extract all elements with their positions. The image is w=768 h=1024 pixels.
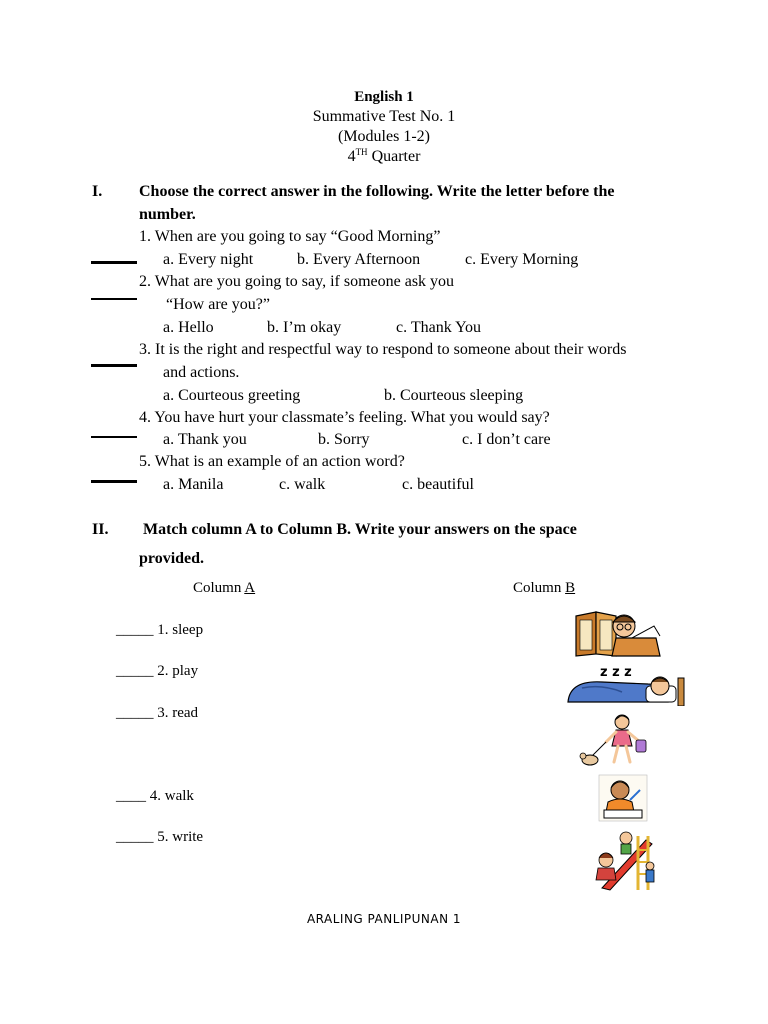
answer-blank-2[interactable] <box>91 298 137 300</box>
answer-blank-1[interactable] <box>91 261 137 264</box>
playing-slide-icon <box>592 830 656 892</box>
answer-blank-4[interactable] <box>91 436 137 438</box>
sleeping-icon <box>562 662 688 706</box>
q3-option-a: a. Courteous greeting <box>163 387 301 404</box>
q3-option-b: b. Courteous sleeping <box>384 387 524 404</box>
question-4: 4. You have hurt your classmate’s feeling. What you would say? <box>139 409 550 426</box>
q5-option-b: c. walk <box>279 476 326 493</box>
svg-text:z z z: z z z <box>600 665 632 680</box>
column-a-heading: Column A <box>193 580 256 596</box>
walking-icon <box>578 712 656 770</box>
part2-instruction-cont: provided. <box>139 550 205 567</box>
q2-option-a: a. Hello <box>163 319 214 336</box>
match-item-5[interactable]: _____ 5. write <box>116 829 204 845</box>
q5-option-a: a. Manila <box>163 476 224 493</box>
question-3: 3. It is the right and respectful way to respond to someone about their words <box>139 341 627 358</box>
quarter-label: 4TH Quarter <box>347 147 421 165</box>
q1-option-b: b. Every Afternoon <box>297 251 421 268</box>
q2-option-c: c. Thank You <box>396 319 482 336</box>
modules-label: (Modules 1-2) <box>338 128 430 145</box>
q1-option-a: a. Every night <box>163 251 254 268</box>
part2-instruction: Match column A to Column B. Write your answers on the space <box>143 521 577 538</box>
match-item-3[interactable]: _____ 3. read <box>116 705 199 721</box>
subject-title: English 1 <box>354 89 414 105</box>
question-3-cont: and actions. <box>163 364 240 381</box>
match-item-1[interactable]: _____ 1. sleep <box>116 622 204 638</box>
match-item-4[interactable]: ____ 4. walk <box>116 788 194 804</box>
question-5: 5. What is an example of an action word? <box>139 453 405 470</box>
match-item-2[interactable]: _____ 2. play <box>116 663 199 679</box>
q4-option-b: b. Sorry <box>318 431 370 448</box>
part1-numeral: I. <box>92 183 103 200</box>
reading-icon <box>572 608 664 658</box>
q4-option-c: c. I don’t care <box>462 431 551 448</box>
question-2: 2. What are you going to say, if someone ask you <box>139 273 455 290</box>
answer-blank-3[interactable] <box>91 364 137 367</box>
q2-option-b: b. I’m okay <box>267 319 342 336</box>
question-2-cont: “How are you?” <box>166 296 270 313</box>
answer-blank-5[interactable] <box>91 480 137 483</box>
part1-instruction: Choose the correct answer in the following. Write the letter before the <box>139 183 615 200</box>
question-1: 1. When are you going to say “Good Morning” <box>139 228 441 245</box>
q1-option-c: c. Every Morning <box>465 251 579 268</box>
writing-icon <box>598 774 648 822</box>
part1-instruction-cont: number. <box>139 206 196 223</box>
column-b-heading: Column B <box>513 580 576 596</box>
test-title: Summative Test No. 1 <box>312 108 456 125</box>
q5-option-c: c. beautiful <box>402 476 474 493</box>
q4-option-a: a. Thank you <box>163 431 247 448</box>
footer-subject: ARALING PANLIPUNAN 1 <box>306 912 462 926</box>
part2-numeral: II. <box>92 521 109 538</box>
